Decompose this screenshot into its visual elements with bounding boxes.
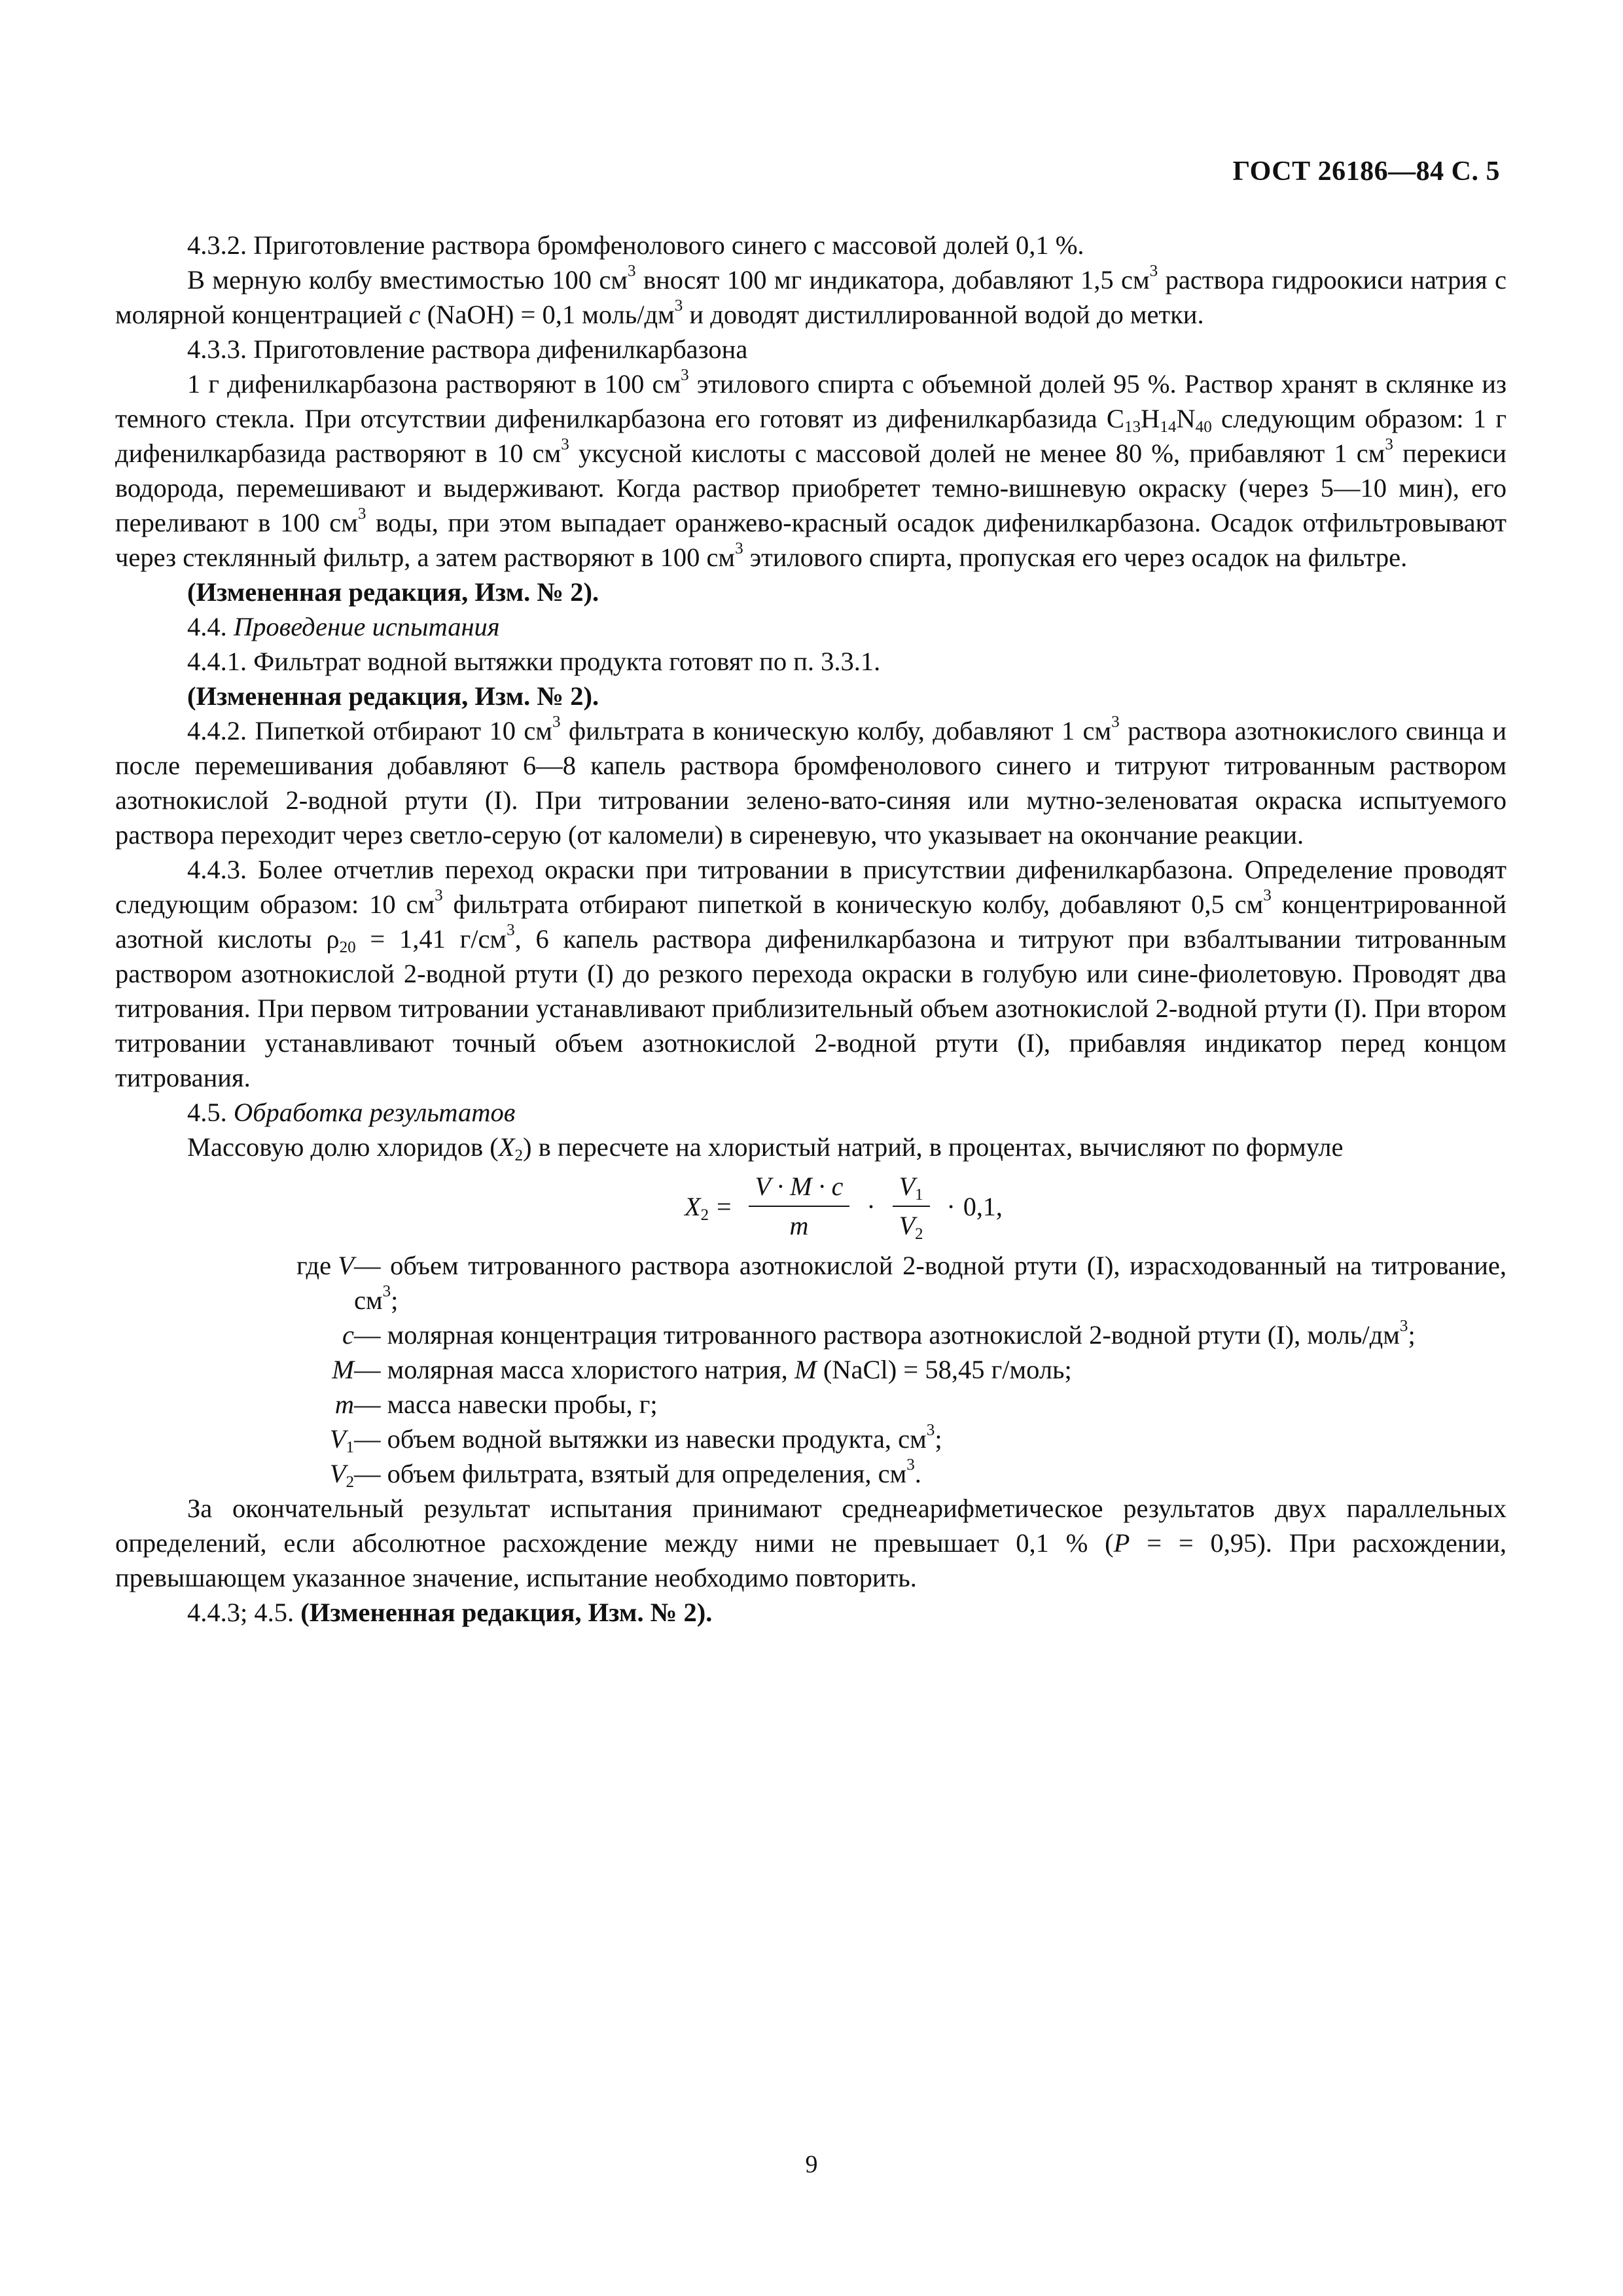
formula-fraction-1: $\frac{V \cdot M \cdot c}{m}$ <box>749 1172 850 1241</box>
formula-dot: · <box>866 1191 876 1221</box>
formula-equals: = <box>716 1191 732 1221</box>
formula-fraction-2: $\frac{V_1}{V_2}$ <box>893 1172 930 1241</box>
definition-m-mass: m — масса навески пробы, г; <box>334 1390 658 1419</box>
edition-note: (Измененная редакция, Изм. № 2). <box>187 681 599 711</box>
section-4-4-3: 4.4.3. Более отчетлив переход окраски при титровании в присутствии дифенилкарбазона. Определение проводят следующим образом: 10 $см^3$ фильтрата отбирают пипеткой в коническую колбу, добавляют 0,5 $см^3$ концентрированной азотной кислоты $\rho_{20} = 1,41$ $г/см^3$, 6 капель раствора дифенилкарбазона и титруют при взбалтывании титрованным раствором азотнокислой 2-водной ртути (I) до резкого перехода окраски в голубую или сине-фиолетовую. Проводят два титрования. При первом титровании устанавливают приблизительный объем азотнокислой 2-водной ртути (I). При втором титровании устанавливают точный объем азотнокислой 2-водной ртути (I), прибавляя индикатор перед концом титрования. <box>115 855 1507 1092</box>
section-4-5-heading: 4.5. Обработка результатов <box>187 1098 516 1127</box>
section-4-4-2: 4.4.2. Пипеткой отбирают 10 $см^3$ фильтрата в коническую колбу, добавляют 1 $см^3$ раствора азотнокислого свинца и после перемешивания добавляют 6—8 капель раствора бромфенолового синего и титруют титрованным раствором азотнокислой 2-водной ртути (I). При титровании зелено-вато-синяя или мутно-зеленоватая окраска испытуемого раствора переходит через светло-серую (от каломели) в сиреневую, что указывает на окончание реакции. <box>115 713 1507 850</box>
section-4-3-3-heading: 4.3.3. Приготовление раствора дифенилкарбазона <box>187 334 748 364</box>
document-body <box>115 228 1507 1630</box>
edition-note: (Измененная редакция, Изм. № 2). <box>187 577 599 607</box>
formula-lhs: $X_2$ <box>685 1191 709 1224</box>
definition-v2: $V_2$ — объем фильтрата, взятый для определения, $см^3$. <box>329 1456 921 1492</box>
final-result-paragraph: За окончательный результат испытания принимают среднеарифметическое результатов двух параллельных определений, если абсолютное расхождение между ними не превышает 0,1 % (P = = 0,95). При расхождении, превышающем указанное значение, испытание необходимо повторить. <box>115 1494 1507 1592</box>
section-4-3-3-body: 1 г дифенилкарбазона растворяют в 100 $см^3$ этилового спирта с объемной долей 95 %. Раствор хранят в склянке из темного стекла. При отсутствии дифенилкарбазона его готовят из дифенилкарбазида $C_{13}H_{14}N_{40}$ следующим образом: 1 г дифенилкарбазида растворяют в 10 $см^3$ уксусной кислоты с массовой долей не менее 80 %, прибавляют 1 $см^3$ перекиси водорода, перемешивают и выдерживают. Когда раствор приобретет темно-вишневую окраску (через 5—10 мин), его переливают в 100 $см^3$ воды, при этом выпадает оранжево-красный осадок дифенилкарбазона. Осадок отфильтровывают через стеклянный фильтр, а затем растворяют в 100 $см^3$ этилового спирта, пропуская его через осадок на фильтре. <box>115 366 1507 572</box>
page-header: ГОСТ 26186—84 С. 5 <box>1232 156 1500 187</box>
formula-coefficient: 0,1, <box>963 1191 1003 1221</box>
formula <box>115 1164 1507 1248</box>
definition-c: c — молярная концентрация титрованного раствора азотнокислой 2-водной ртути (I), моль/$дм^3$; <box>342 1317 1416 1350</box>
definition-m-molar: M — молярная масса хлористого натрия, M (NaCl) = 58,45 г/моль; <box>332 1355 1072 1384</box>
section-4-4-heading: 4.4. Проведение испытания <box>187 612 500 641</box>
definitions-list <box>115 1248 1507 1491</box>
definition-v1: $V_1$ — объем водной вытяжки из навески продукта, $см^3$; <box>329 1421 942 1457</box>
formula-dot: · <box>946 1191 955 1221</box>
section-4-5-body: Массовую долю хлоридов $(X_2)$ в пересчете на хлористый натрий, в процентах, вычисляют по формуле <box>187 1132 1344 1165</box>
section-4-3-2-heading: 4.3.2. Приготовление раствора бромфенолового синего с массовой долей 0,1 %. <box>187 230 1084 260</box>
section-4-3-2-body: В мерную колбу вместимостью 100 $см^3$ вносят 100 мг индикатора, добавляют 1,5 $см^3$ раствора гидроокиси натрия с молярной концентрацией c (NaOH) = 0,1 моль/$дм^3$ и доводят дистиллированной водой до метки. <box>115 262 1507 329</box>
page-number: 9 <box>805 2151 818 2178</box>
definition-v: где V — объем титрованного раствора азотнокислой 2-водной ртути (I), израсходованный на титрование, $см^3$; <box>296 1251 1507 1315</box>
section-4-4-1: 4.4.1. Фильтрат водной вытяжки продукта готовят по п. 3.3.1. <box>187 647 881 676</box>
final-edition-note: 4.4.3; 4.5. (Измененная редакция, Изм. № 2). <box>187 1598 713 1627</box>
